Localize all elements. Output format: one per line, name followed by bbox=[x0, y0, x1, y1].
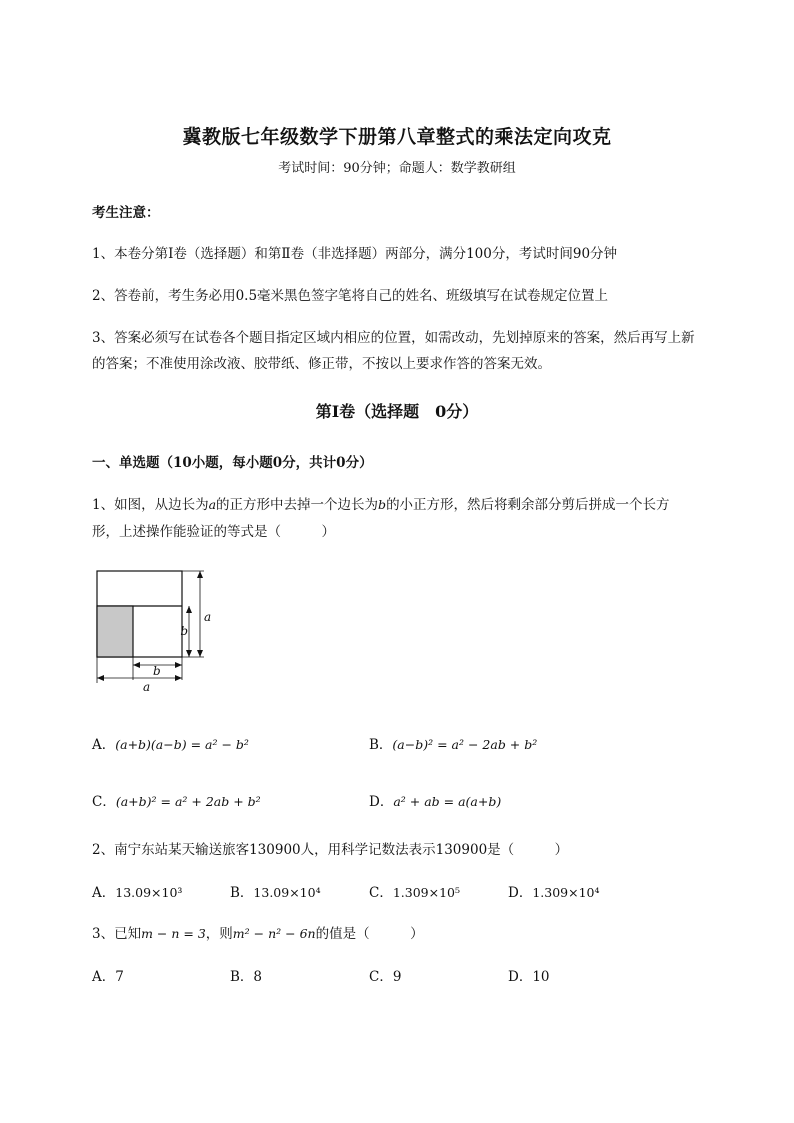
q3-option-c[interactable]: C．9 bbox=[369, 969, 402, 985]
q3-condition: m − n = 3 bbox=[141, 926, 206, 941]
label-a-right: a bbox=[204, 610, 212, 624]
q2-option-d[interactable]: D．1.309×10⁴ bbox=[508, 885, 600, 901]
exam-info: 考试时间：90分钟；命题人：数学教研组 bbox=[278, 161, 516, 176]
q1-text-c: 的小正方形，然后将剩余部分剪后拼成一个长方 bbox=[386, 497, 670, 513]
question-1-line-1 bbox=[92, 493, 670, 513]
q1-option-a[interactable]: A．(a+b)(a−b) = a² − b² bbox=[92, 737, 249, 753]
part-heading: 一、单选题（10小题，每小题0分，共计0分） bbox=[92, 455, 373, 471]
label-b-bottom: b bbox=[153, 664, 161, 678]
question-1-line-2: 形，上述操作能验证的等式是（ ） bbox=[92, 524, 335, 540]
notice-item-3-cont: 的答案；不准使用涂改液、胶带纸、修正带，不按以上要求作答的答案无效。 bbox=[92, 356, 551, 372]
q3-option-d[interactable]: D．10 bbox=[508, 969, 550, 985]
q2-option-c[interactable]: C．1.309×10⁵ bbox=[369, 885, 461, 901]
page-title: 冀教版七年级数学下册第八章整式的乘法定向攻克 bbox=[182, 126, 612, 148]
q2-option-a[interactable]: A．13.09×10³ bbox=[92, 885, 183, 901]
label-a-bottom: a bbox=[143, 680, 151, 694]
shaded-region bbox=[97, 606, 133, 657]
q1-option-d[interactable]: D．a² + ab = a(a+b) bbox=[369, 794, 502, 810]
q1-var-a: a bbox=[208, 497, 217, 512]
notice-item-2: 2、答卷前，考生务必用0.5毫米黑色签字笔将自己的姓名、班级填写在试卷规定位置上 bbox=[92, 288, 609, 304]
q1-option-c[interactable]: C．(a+b)² = a² + 2ab + b² bbox=[92, 794, 261, 810]
notice-item-3: 3、答案必须写在试卷各个题目指定区域内相应的位置，如需改动，先划掉原来的答案，然后再写上新 bbox=[92, 330, 695, 346]
notice-item-1: 1、本卷分第Ⅰ卷（选择题）和第Ⅱ卷（非选择题）两部分，满分100分，考试时间90分钟 bbox=[92, 246, 618, 262]
q3-expression: m² − n² − 6n bbox=[232, 926, 316, 941]
q1-var-b: b bbox=[378, 497, 387, 512]
question-3: 3、已知m − n = 3，则m² − n² − 6n的值是（ ） bbox=[92, 926, 424, 942]
q1-option-b[interactable]: B．(a−b)² = a² − 2ab + b² bbox=[369, 737, 538, 753]
square-diagram bbox=[92, 565, 222, 697]
notice-heading: 考生注意： bbox=[92, 205, 160, 221]
q3-option-a[interactable]: A．7 bbox=[92, 969, 124, 985]
q1-text-a: 1、如图，从边长为 bbox=[92, 497, 209, 513]
question-2: 2、南宁东站某天输送旅客130900人，用科学记数法表示130900是（ ） bbox=[92, 842, 569, 858]
q1-text-b: 的正方形中去掉一个边长为 bbox=[216, 497, 379, 513]
section-title: 第Ⅰ卷（选择题 0分） bbox=[315, 402, 479, 421]
q3-option-b[interactable]: B．8 bbox=[230, 969, 263, 985]
q2-option-b[interactable]: B．13.09×10⁴ bbox=[230, 885, 321, 901]
label-b-right: b bbox=[180, 624, 188, 638]
